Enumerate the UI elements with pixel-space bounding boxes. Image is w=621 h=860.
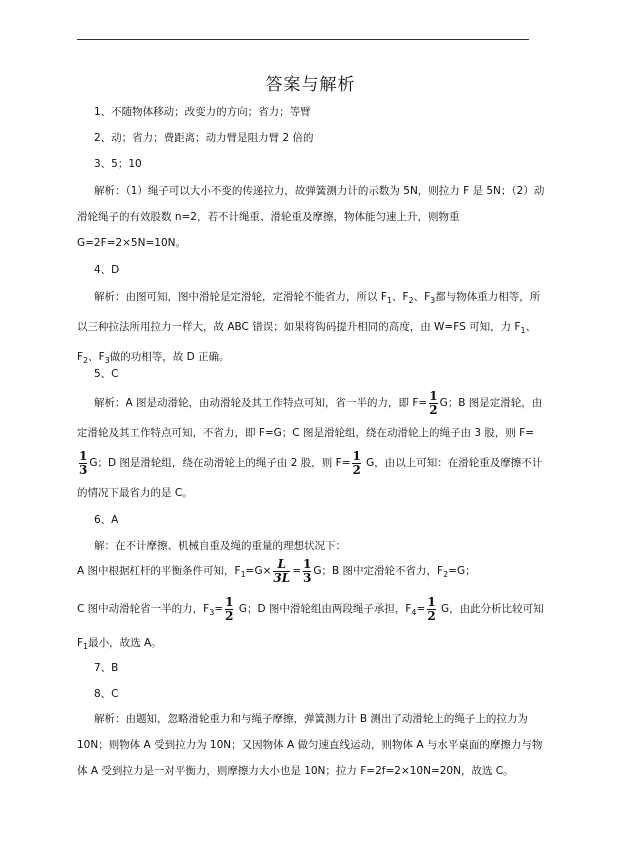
fraction-one-third: $\frac{1}{3}$: [79, 448, 88, 477]
answer-2: 2、动；省力；费距离；动力臂是阻力臂 2 倍的: [94, 132, 314, 144]
answer-3: 3、5；10: [94, 158, 142, 170]
fraction-one-half: $\frac{1}{2}$: [429, 388, 438, 417]
fraction-one-third: $\frac{1}{3}$: [303, 556, 312, 585]
explanation-6-line-a: A 图中根据杠杆的平衡条件可知，$F_1=G\times$ $\frac{L}{3L}$ = $\frac{1}{3}$ G；B 图中定滑轮不省力，$F_2=G$；: [77, 556, 476, 585]
explanation-6-intro: 解：在不计摩擦、机械自重及绳的重量的理想状况下：: [94, 540, 346, 552]
fraction-lever-ratio: $\frac{L}{3L}$: [273, 556, 291, 585]
fraction-one-half: $\frac{1}{2}$: [352, 448, 361, 477]
fraction-one-half: $\frac{1}{2}$: [225, 594, 234, 623]
answer-1: 1、不随物体移动；改变力的方向；省力；等臂: [94, 106, 311, 118]
explanation-3: 解析：（1）绳子可以大小不变的传递拉力，故弹簧测力计的示数为 5N，则拉力 F 是 5N；（2）动滑轮绳子的有效股数 n=2，若不计绳重、滑轮重及摩擦，物体能匀速上升，则物重 G=2F=2×5N=10N。: [77, 185, 545, 249]
header-rule: [77, 39, 529, 40]
explanation-6-line-b: C 图中动滑轮省一半的力，$F_3=$ $\frac{1}{2}$ G；D 图中滑轮组由两段绳子承担，$F_4=$ $\frac{1}{2}$ G，由此分析比较可知 $F_1$最小，故选 A。: [77, 594, 544, 652]
explanation-8: 解析：由题知，忽略滑轮重力和与绳子摩擦，弹簧测力计 B 测出了动滑轮上的绳子上的拉力为 10N；则物体 A 受到拉力为 10N；又因物体 A 做匀速直线运动，则物体 A 与水平桌面的摩擦力与物体 A 受到拉力是一对平衡力，则摩擦力大小也是 10N；拉力 F=2f=2×10N=20N，故选 C。: [77, 713, 543, 777]
answer-7: 7、B: [94, 662, 119, 674]
answer-8: 8、C: [94, 688, 119, 700]
explanation-4: 解析：由图可知，图中滑轮是定滑轮，定滑轮不能省力，所以 $F_1$、$F_2$、$F_3$都与物体重力相等，所以三种拉法所用拉力一样大，故 ABC 错误；如果将钩码提升相同的高度，由 W=FS 可知，力 $F_1$、$F_2$、$F_3$做的功相等，故 D 正确。: [77, 291, 541, 366]
explanation-5: 解析：A 图是动滑轮，由动滑轮及其工作特点可知，省一半的力，即 F= $\frac{1}{2}$ G；B 图是定滑轮，由定滑轮及其工作特点可知，不省力，即 F=G；C 图是滑轮组，绕在动滑轮上的绳子由 3 股，则 F= $\frac{1}{3}$ G；D 图是滑轮组，绕在动滑轮上的绳子由 2 股，则 F= $\frac{1}{2}$ G，由以上可知：在滑轮重及摩擦不计的情况下最省力的是 C。: [77, 388, 543, 499]
answer-4: 4、D: [94, 264, 120, 276]
fraction-one-half: $\frac{1}{2}$: [427, 594, 436, 623]
page-title: 答案与解析: [265, 75, 356, 95]
answer-5: 5、C: [94, 368, 119, 380]
answer-6: 6、A: [94, 514, 119, 526]
